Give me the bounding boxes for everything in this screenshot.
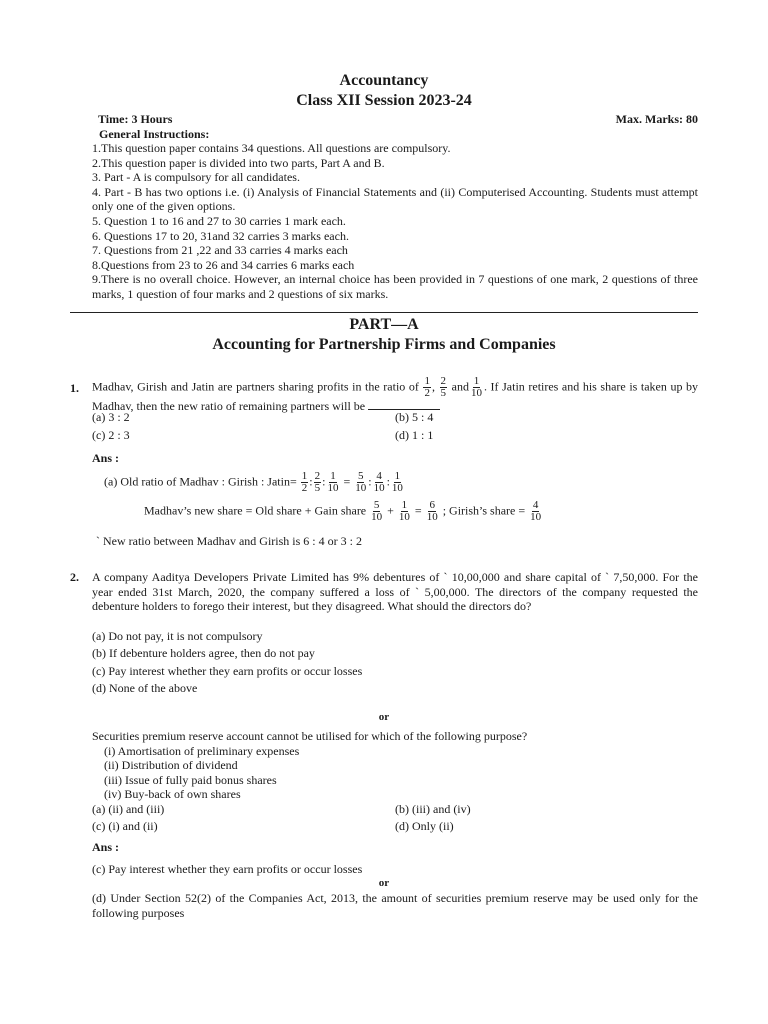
q2-alt-item-i: (i) Amortisation of preliminary expenses bbox=[104, 744, 300, 758]
q2-alt-option-d: (d) Only (ii) bbox=[395, 819, 454, 833]
fraction: $\frac{2}{5}$ bbox=[314, 470, 321, 494]
part-heading: PART—A bbox=[349, 316, 419, 333]
fraction: $\frac{1}{10}$ bbox=[398, 499, 410, 523]
question-2-text: A company Aaditya Developers Private Limited has 9% debentures of ` 10,00,000 and share capital of ` 7,50,000. For the year ended 31st March, 2020, the company suffered a loss of ` 5,00,000. The directors of the company requested the debenture holders to forego their interest, but they disagreed. What should the directors do? bbox=[92, 570, 698, 614]
girish-share-text: ; Girish’s share bbox=[442, 503, 516, 518]
q1-option-c: (c) 2 : 3 bbox=[92, 428, 130, 442]
question-1-text-end: . If Jatin retires and his share is taken up by Madhav, then the new ratio of remaining partners will be bbox=[92, 379, 699, 413]
instruction-item: 8.Questions from 23 to 26 and 34 carries 6 marks each bbox=[92, 257, 355, 272]
fraction: $\frac{5}{10}$ bbox=[355, 470, 367, 494]
fraction: $\frac{1}{10}$ bbox=[391, 470, 403, 494]
q2-alternative-text: Securities premium reserve account cannot be utilised for which of the following purpose? bbox=[92, 729, 528, 743]
fraction: $\frac{4}{10}$ bbox=[373, 470, 385, 494]
part-subtitle: Accounting for Partnership Firms and Companies bbox=[212, 336, 556, 353]
old-ratio-text: Old ratio of Madhav : Girish : Jatin= bbox=[120, 474, 297, 489]
fraction-ratio-2: $\frac{2}{5}$ bbox=[440, 375, 447, 399]
instruction-item: 4. Part - B has two options i.e. (i) Analysis of Financial Statements and (ii) Computerised Accounting. Students must attempt only one of the given options. bbox=[92, 184, 698, 214]
q2-option-a: (a) Do not pay, it is not compulsory bbox=[92, 629, 263, 643]
q2-alt-item-iii: (iii) Issue of fully paid bonus shares bbox=[104, 773, 277, 787]
q2-alt-item-iv: (iv) Buy-back of own shares bbox=[104, 787, 241, 801]
q1-answer-line-1: (a) Old ratio of Madhav : Girish : Jatin= $\frac{1}{2}$ : $\frac{2}{5}$ : $\frac{1}{10}$ = $\frac{5}{10}$ : $\frac{4}{10}$ : $\frac{1}{10}$ bbox=[104, 470, 403, 494]
q2-option-d: (d) None of the above bbox=[92, 681, 198, 695]
fraction: $\frac{6}{10}$ bbox=[426, 499, 438, 523]
q1-answer-label: Ans : bbox=[92, 451, 120, 465]
instruction-item: 2.This question paper is divided into two parts, Part A and B. bbox=[92, 155, 385, 170]
fraction: $\frac{5}{10}$ bbox=[371, 499, 383, 523]
instruction-item: 1.This question paper contains 34 questions. All questions are compulsory. bbox=[92, 141, 451, 155]
q1-answer-line-3: ` New ratio between Madhav and Girish is 6 : 4 or 3 : 2 bbox=[96, 534, 362, 548]
fraction: $\frac{4}{10}$ bbox=[530, 499, 542, 523]
instructions-title: General Instructions: bbox=[99, 127, 210, 141]
or-separator: or bbox=[378, 711, 390, 723]
q2-option-c: (c) Pay interest whether they earn profits or occur losses bbox=[92, 664, 363, 678]
subject-title: Accountancy bbox=[339, 72, 429, 89]
instructions-list bbox=[92, 141, 698, 302]
fraction-ratio-3: $\frac{1}{10}$ bbox=[470, 375, 482, 399]
q2-option-b: (b) If debenture holders agree, then do not pay bbox=[92, 646, 315, 660]
q1-option-d: (d) 1 : 1 bbox=[395, 428, 434, 442]
madhav-new-share-text: Madhav’s new share = Old share + Gain share bbox=[144, 503, 367, 518]
instruction-item: 9.There is no overall choice. However, an internal choice has been provided in 7 questions of one mark, 2 questions of three marks, 1 question of four marks and 2 questions of six marks. bbox=[92, 272, 698, 301]
instruction-item: 3. Part - A is compulsory for all candidates. bbox=[92, 170, 300, 185]
q2-alt-option-b: (b) (iii) and (iv) bbox=[395, 802, 471, 816]
instruction-item: 5. Question 1 to 16 and 27 to 30 carries 1 mark each. bbox=[92, 213, 346, 228]
fraction: $\frac{1}{10}$ bbox=[327, 470, 339, 494]
q2-answer-label: Ans : bbox=[92, 840, 120, 854]
section-divider bbox=[70, 312, 698, 313]
q2-alt-option-c: (c) (i) and (ii) bbox=[92, 819, 158, 833]
question-1-text: Madhav, Girish and Jatin are partners sharing profits in the ratio of $\frac{1}{2}$ , $\frac{2}{5}$ and $\frac{1}{10}$ . If Jatin retires and his share is taken up by Madhav, then the new ratio of remaining partners will be bbox=[92, 375, 699, 413]
exam-meta-row bbox=[98, 112, 698, 127]
time-label: Time: 3 Hours bbox=[98, 112, 173, 126]
question-1-text-start: Madhav, Girish and Jatin are partners sharing profits in the ratio of bbox=[92, 379, 419, 394]
q1-option-b: (b) 5 : 4 bbox=[395, 410, 434, 424]
question-2-number: 2. bbox=[70, 570, 79, 584]
instruction-item: 6. Questions 17 to 20, 31and 32 carries 3 marks each. bbox=[92, 228, 349, 243]
q1-answer-line-2: Madhav’s new share = Old share + Gain share $\frac{5}{10}$ + $\frac{1}{10}$ = $\frac{6}{10}$ ; Girish’s share = $\frac{4}{10}$ bbox=[144, 499, 542, 523]
answer-or-separator: or bbox=[378, 877, 390, 889]
question-1-number: 1. bbox=[70, 381, 79, 395]
q2-alt-item-ii: (ii) Distribution of dividend bbox=[104, 758, 238, 772]
answer-option-tag: (a) bbox=[104, 474, 118, 489]
fraction-ratio-1: $\frac{1}{2}$ bbox=[424, 375, 430, 399]
class-session-title: Class XII Session 2023-24 bbox=[296, 92, 472, 109]
max-marks-label: Max. Marks: 80 bbox=[615, 112, 698, 126]
q2-answer-1: (c) Pay interest whether they earn profits or occur losses bbox=[92, 862, 363, 876]
fraction: $\frac{1}{2}$ bbox=[301, 470, 308, 494]
answer-blank bbox=[368, 399, 440, 410]
instruction-item: 7. Questions from 21 ,22 and 33 carries 4 marks each bbox=[92, 243, 348, 258]
q2-answer-2: (d) Under Section 52(2) of the Companies Act, 2013, the amount of securities premium reserve may be used only for the following purposes bbox=[92, 891, 698, 920]
and-word: and bbox=[451, 379, 469, 394]
q2-alt-option-a: (a) (ii) and (iii) bbox=[92, 802, 165, 816]
q1-option-a: (a) 3 : 2 bbox=[92, 410, 130, 424]
